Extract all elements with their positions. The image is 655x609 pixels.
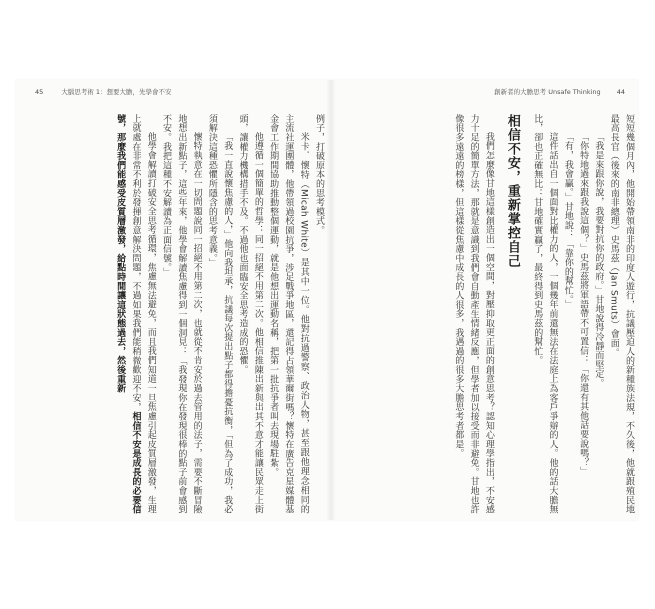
left-page-body [68,114,326,514]
paragraph: 「你特地過來跟我說這個？」史馬茲將軍語帶不可置信：「你還有其他話要說嗎？」 [578,132,589,477]
book-gutter [326,80,336,520]
right-page-body [372,114,636,514]
right-running-title: 創新者的大膽思考 Unsafe Thinking [494,88,601,96]
paragraph: 這件話出自一個面對比權力的人，一個幾年前還無法在法庭上為客戶爭辯的人。他的話大膽無比，卻也正確無比：甘地確實贏了，最終得到史馬茲的幫忙。 [532,114,558,514]
paragraph: 「有，我會贏。」甘地說：「靠你的幫忙。」 [562,132,573,309]
paragraph: 例子，打破原本的思考模式。 [314,114,324,235]
right-page-number: 44 [616,88,625,96]
emphasized-text: 相信不安是成長的必要信號，那麼我們能感受皮質層激發，給點時間讓這狀態過去，然後重新 [115,114,141,514]
paragraph: 他遵循一個簡單的哲學：同一招絕不用第二次。他相信推陳出新與出其不意才能讓民眾走上街頭，讓權力機構措手不及。不過他也面臨安全思考造成的恐懼。 [237,114,263,514]
paragraph: 懷特執意在一切問題說同一招絕不用第二次，也就從不肯安於過去管用的法子，需要不斷冒險地想出新點子，這些年來，他學會解讀焦慮得到一個洞見：「我發現你在發現很棒的點子前會感到不安。我把這種不安解讀為正面信號。」 [161,114,202,514]
left-running-title: 大腦思考術 1：想要大膽，先學會不安 [61,88,172,96]
paragraph: 他學會解讀打破安全思考循環，焦慮無法避免，而且我們知道一旦焦慮引起皮質層激發，生理上就處在非常不利於發揮創意解決問題，不過如果我們能稍微歡迎不安，相信不安是成長的必要信號，那麼我們能感受皮質層激發，給點時間讓這狀態過去，然後重新 [115,114,156,514]
left-page-header [35,86,172,98]
section-heading: 相信不安，重新掌控自己 [504,114,520,268]
paragraph: 「我一直說懷焦慮的人，」他向我坦承，抗議每次提出點子都得擔憂抗衡，「但為了成功，我必須解決這種恐懼所隱含的思考意義。」 [206,114,233,514]
paragraph: 米卡．懷特（Micah White）是其中一位。他對抗過警察、政治人物，甚至跟他理念相同的主流社運團體，他帶領過校園抗爭，涉足戰爭地區，還記得占領華爾街嗎？懷特在廣告克星媒體基金會工作期間協助推動整個運動，就是他想出運動名稱，把第一批抗爭者叫去現場駐紮。 [268,114,309,514]
left-page-number: 45 [35,88,44,96]
paragraph: 「我是來跟你說，我要對抗你的政府。」甘地說得冷靜而堅定。 [593,132,604,388]
paragraph: 短短幾個月內，他開始帶領南非的印度人遊行，抗議壓迫人的新種族法規，不久後，他就跟殖民地最高長官（後來的南非總理）史馬茲（Jan Smuts）會面。 [608,114,634,514]
paragraph: 我們怎麼像甘地這樣創造出一個空間，對壓抑取更正面的創意思考？認知心理學指出，不安感力十足的簡單方法，那就是意識到我們會自動產生情緒反應，但學者加以接受而非避免。甘地也許像很多遠遠的榜樣，但這樣從焦慮中成長的人很多，我遇過的很多大膽思考者都是。 [453,114,494,514]
right-page-header [494,86,625,98]
